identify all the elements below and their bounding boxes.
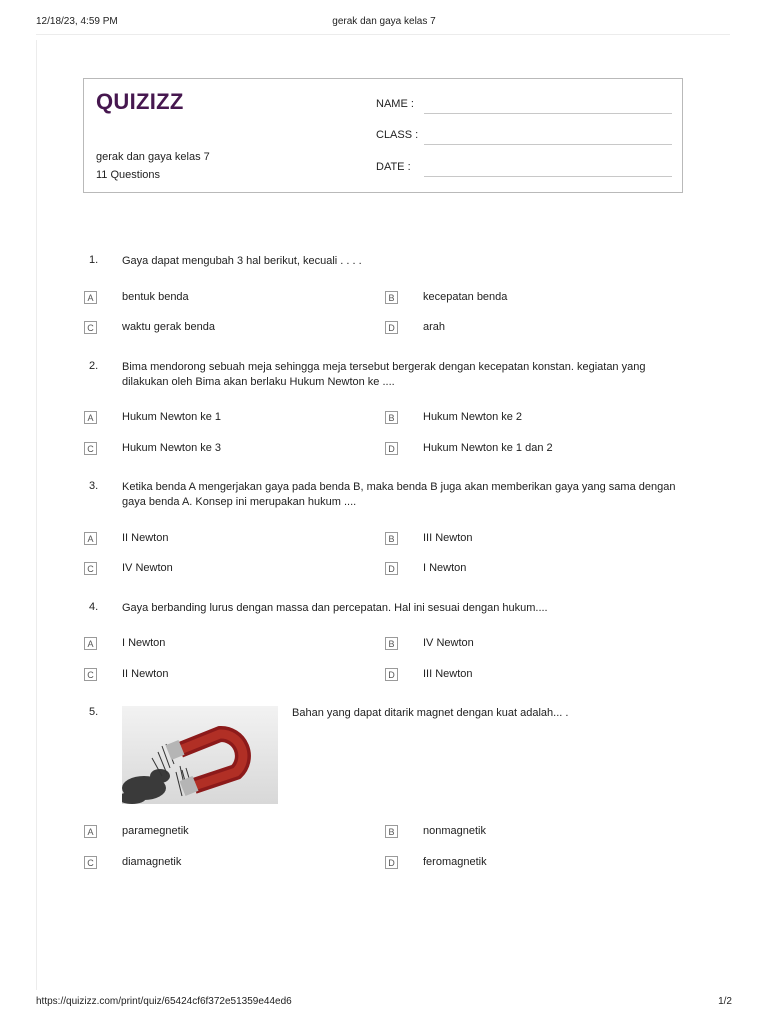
option-text: III Newton: [423, 668, 473, 680]
option-letter-box: D: [385, 856, 398, 869]
option-text: kecepatan benda: [423, 291, 508, 303]
option-letter-box: C: [84, 668, 97, 681]
option-letter-box: A: [84, 532, 97, 545]
option-text: Hukum Newton ke 3: [122, 442, 222, 454]
option-letter-box: B: [385, 637, 398, 650]
option-letter-box: D: [385, 668, 398, 681]
option-letter-box: A: [84, 637, 97, 650]
class-line: [424, 144, 672, 145]
option-text: arah: [423, 321, 446, 333]
question-number: 2.: [89, 360, 99, 372]
option-letter-box: C: [84, 856, 97, 869]
print-url: https://quizizz.com/print/quiz/65424cf6f372e51359e44ed6: [36, 996, 292, 1007]
option-letter-box: A: [84, 825, 97, 838]
option-text: I Newton: [423, 562, 467, 574]
question-number: 5.: [89, 706, 99, 718]
left-margin-line: [36, 40, 37, 990]
date-label: DATE :: [376, 161, 411, 173]
question-number: 1.: [89, 254, 99, 266]
option-text: diamagnetik: [122, 856, 182, 868]
option-text: I Newton: [122, 637, 166, 649]
option-letter-box: D: [385, 321, 398, 334]
quiz-info-box: [83, 78, 683, 193]
question-text: Ketika benda A mengerjakan gaya pada benda B, maka benda B juga akan memberikan gaya yang sama dengan gaya benda A. Konsep ini merupakan hukum ....: [122, 481, 676, 508]
print-datetime: 12/18/23, 4:59 PM: [36, 16, 118, 27]
header-divider: [36, 34, 730, 35]
option-letter-box: C: [84, 321, 97, 334]
option-text: II Newton: [122, 532, 169, 544]
option-text: III Newton: [423, 532, 473, 544]
option-letter-box: B: [385, 532, 398, 545]
page-number: 1/2: [718, 996, 732, 1007]
class-label: CLASS :: [376, 129, 419, 141]
question-count: 11 Questions: [96, 169, 161, 181]
print-header: [36, 16, 732, 30]
question-text: Bima mendorong sebuah meja sehingga meja tersebut bergerak dengan kecepatan konstan. kegiatan yang dilakukan oleh Bima akan berlaku Hukum Newton ke ....: [122, 361, 646, 388]
option-letter-box: C: [84, 562, 97, 575]
option-letter-box: C: [84, 442, 97, 455]
option-letter-box: A: [84, 291, 97, 304]
option-text: nonmagnetik: [423, 825, 486, 837]
question-number: 3.: [89, 480, 99, 492]
date-field: [376, 159, 672, 177]
option-text: Hukum Newton ke 1: [122, 411, 222, 423]
question-text: Gaya dapat mengubah 3 hal berikut, kecuali . . . .: [122, 255, 362, 267]
name-label: NAME :: [376, 98, 414, 110]
print-doc-title: gerak dan gaya kelas 7: [332, 16, 436, 27]
option-text: waktu gerak benda: [122, 321, 215, 333]
option-text: IV Newton: [122, 562, 173, 574]
magnet-image: [122, 706, 278, 804]
option-letter-box: A: [84, 411, 97, 424]
question-text: Bahan yang dapat ditarik magnet dengan kuat adalah... .: [292, 707, 569, 719]
option-letter-box: B: [385, 411, 398, 424]
print-footer: [36, 996, 732, 1010]
option-letter-box: B: [385, 825, 398, 838]
option-text: feromagnetik: [423, 856, 487, 868]
option-letter-box: D: [385, 442, 398, 455]
option-text: II Newton: [122, 668, 169, 680]
question-number: 4.: [89, 601, 99, 613]
name-line: [424, 113, 672, 114]
quizizz-logo: QUIZIZZ: [96, 89, 184, 114]
class-field: [376, 127, 672, 145]
option-letter-box: B: [385, 291, 398, 304]
option-text: paramegnetik: [122, 825, 189, 837]
option-text: bentuk benda: [122, 291, 189, 303]
date-line: [424, 176, 672, 177]
name-field: [376, 96, 672, 114]
quiz-title: gerak dan gaya kelas 7: [96, 151, 210, 163]
option-text: Hukum Newton ke 1 dan 2: [423, 442, 553, 454]
option-text: Hukum Newton ke 2: [423, 411, 523, 423]
option-letter-box: D: [385, 562, 398, 575]
question-text: Gaya berbanding lurus dengan massa dan percepatan. Hal ini sesuai dengan hukum....: [122, 602, 548, 614]
option-text: IV Newton: [423, 637, 474, 649]
